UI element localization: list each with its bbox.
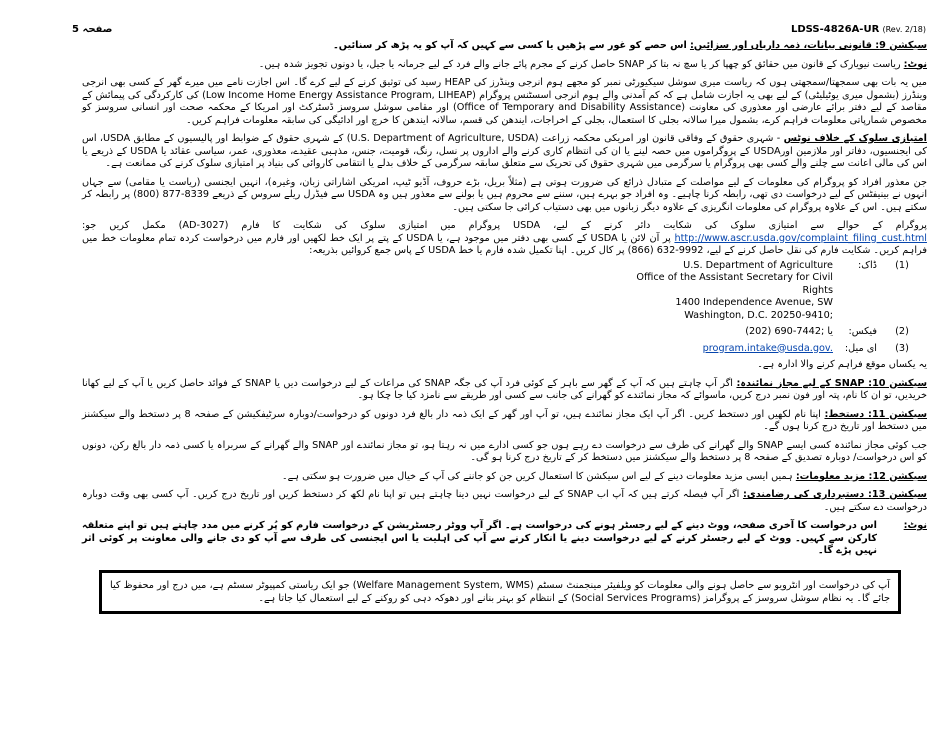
document-body [82,40,927,614]
final-note-label: نوٹ: [903,520,927,531]
wms-notice-box [99,570,901,614]
contact-label: فیکس: [848,326,877,337]
note-label: نوٹ: [903,58,927,70]
section12-title: سیکشن 12: مزید معلومات: [795,470,927,482]
contact-number: (3) [895,342,909,354]
heap-paragraph: میں یہ بات بھی سمجھتا/سمجھتی ہوں کہ ریاست میری سوشل سیکیورٹی نمبر کو مجھے ہوم انرجی وینڈرز کی HEAP رسید کی توثیق کرنے کے لیے کرے گا۔ اس اجازت نامے میں میرے گھر کے کسی بھی انرجی وینڈرز (بشمول میری یوٹیلیٹی) کے لیے بھی یہ اجازت شامل ہے کہ کم آمدنی والے ہوم انرجی اسسٹنس پروگرام (Low Income Home Energy Assistance Program, LIHEAP) کی کارکردگی کی پیمائش کے مقاصد کے لیے دفتر برائے عارضی اور معذوری کی معاونت (Office of Temporary and Disability Assistance) اور مقامی سوشل سروسز ڈسٹرکٹ اور امریکا کے محکمہ صحت اور انسانی سروسز کو مخصوص شمارپاتی معلومات فراہم کرے، بشمول میرا سالانہ بجلی کا استعمال، بجلی کے اخراجات، ایندھن کی قسم، سالانہ ایندھن کا خرچ اور ادائیگی کی سابقہ معلومات فراہم کریں۔ [82,77,927,126]
address-line: 1400 Independence Avenue, SW [675,297,833,308]
address-line: U.S. Department of Agriculture [683,259,833,271]
complaint-paragraph [82,220,927,258]
equal-opportunity: یہ یکساں موقع فراہم کرنے والا ادارہ ہے۔ [757,359,927,370]
disability-paragraph: جن معذور افراد کو پروگرام کی معلومات کے لیے مواصلت کے متبادل ذرائع کی ضرورت ہوتی ہے (مثلاً بریل، بڑے حروف، آڈیو ٹیپ، امریکی اشاراتی زبان، وغیرہ)، انہیں ایجنسی (ریاست یا مقامی) سے جہاں انہوں نے بینیفٹس کے لیے درخواست دی تھی، رابطہ کرنا چاہیے۔ وہ افراد جو بہرے ہیں، سننے سے محروم ہیں یا بولنے سے معذور ہیں وہ USDA سے فیڈرل ریلے سروس کے ذریعے 8339-877 (800) پر رابطہ کر سکتے ہیں۔ اس کے علاوہ پروگرام کی معلومات انگریزی کے علاوہ دیگر زبانوں میں بھی دستیاب کرائی جا سکتی ہیں۔ [82,176,928,213]
note-text: ریاست نیویارک کے قانون میں حقائق کو چھپا کر یا سچ نہ بتا کر SNAP حاصل کرنے کے مجرم پائے جانے والے فرد کے لیے جرمانہ یا جیل، یا دونوں تجویز شدہ ہیں۔ [258,58,901,70]
complaint-text-2: پر آن لائن یا USDA کے کسی بھی دفتر میں موجود ہے، یا USDA کے پتے پر ایک خط لکھیں اور فارم میں درخواست کردہ تمام معلومات خط میں فراہم کریں۔ شکایت فارم کی نقل حاصل کرنے کے لیے، 9992-632 (866) پر کال کریں۔ اپنا تکمیل شدہ فارم یا خط USDA کے پاس جمع کروائیں بذریعہ: [82,232,927,256]
address-line: Washington, D.C. 20250-9410; [684,309,833,321]
section10-text: اگر آپ چاہتے ہیں کہ آپ کے گھر سے باہر کے کوئی فرد آپ کی جگہ SNAP کی مراعات کے لیے درخواست دیں یا SNAP کے فوائد حاصل کریں یا آپ کے لیے کھانا خریدیں، تو ان کا نام، پتہ اور فون نمبر درج کریں، ماسوائے کہ مجاز نمائندے کو گھرانے کی جانب سے کسی اور طریقے سے نامزد کیا جا چکا ہو۔ [82,377,927,401]
contact-email [82,343,927,356]
contact-label: ڈاک: [858,259,877,271]
section9-note [82,59,927,72]
section13-text: اگر آپ فیصلہ کرتے ہیں کہ آپ اب SNAP کے لیے درخواست نہیں دینا چاہتے ہیں تو اپنا نام لکھ کر دستخط کریں اور تاریخ درج کریں۔ آپ کسی بھی وقت دوبارہ درخواست دے سکتے ہیں۔ [82,489,927,513]
nondiscrimination-paragraph [82,133,927,171]
form-revision: (Rev. 2/18) [882,25,926,34]
contact-number: (1) [895,259,909,271]
page-number: 5 [72,24,79,35]
section12 [82,471,927,484]
fax-line: (202) 690-7442; یا [745,326,833,337]
section11-paragraph-2: جب کوئی مجاز نمائندہ کسی ایسے SNAP والے گھرانے کی طرف سے درخواست دے رہے ہوں جو کسی ادارے میں نہ رہتا ہو، تو مجاز نمائندے اور SNAP والے گھرانے کے سربراہ یا کسی ذمہ دار بالغ رکن، دونوں کو اس درخواست/ دوبارہ تصدیق کے صفحہ 8 پر دستخط والے سیکشنز میں دستخط کر کے تاریخ درج کرنا ہو گی۔ [82,439,927,463]
final-note-text: اس درخواست کا آخری صفحہ، ووٹ دینے کے لیے رجسٹر ہونے کی درخواست ہے۔ اگر آپ ووٹر رجسٹریشن کے درخواست فارم کو پُر کرنے میں مدد چاہتے ہیں تو اپنے متعلقہ کارکن سے کہیں۔ ووٹ کے لیے رجسٹر کرنے کے لیے درخواست دینے یا انکار کرنے سے آپ کی اہلیت یا اس ایجنسی کی طرف سے آپ کو دی جانے والی معاونت پر کوئی اثر نہیں پڑے گا۔ [82,520,877,556]
wms-notice-text: آپ کی درخواست اور انٹرویو سے حاصل ہونے والی معلومات کو ویلفیئر مینجمنٹ سسٹم (Welfare Management System, WMS) جو ایک ریاستی کمپیوٹر سسٹم ہے، میں درج اور محفوظ کیا جائے گا۔ یہ نظام سوشل سروسز کے پروگرامز (Social Services Programs) کے انتظام کو بہتر بنانے اور دھوکہ دہی کو روکنے کے لیے استعمال کیا جاتا ہے۔ [110,579,890,604]
form-id: LDSS-4826A-UR [790,24,880,35]
complaint-text-1: پروگرام کے حوالے سے امتیازی سلوک کی شکایت دائر کرنے کے لیے، USDA پروگرام میں امتیازی سلوک کی شکایت کا فارم (AD-3027) مکمل کریں جو: [82,220,928,231]
address-line: Office of the Assistant Secretary for Civil Rights [636,272,833,296]
contact-fax [82,326,927,339]
page-number-header [72,24,112,35]
complaint-form-link[interactable]: http://www.ascr.usda.gov/complaint_filing_cust.html [674,232,927,244]
section10 [82,378,927,403]
form-id-header [766,24,926,35]
section9-title: سیکشن 9: قانونی بیانات، ذمہ داریاں اور سزائیں: [689,40,927,51]
section11 [82,409,927,434]
email-link[interactable]: program.intake@usda.gov. [702,342,833,354]
final-note [82,520,927,558]
section12-text: ہمیں ایسی مزید معلومات دینے کے لیے اس سیکشن کا استعمال کریں جن کو جاننے کی آپ کے خیال میں ضرورت ہو سکتی ہے۔ [281,470,793,482]
contact-methods [82,260,927,356]
email-address [603,343,833,356]
page-label: صفحہ [82,24,113,35]
section13-title: سیکشن 13: دستبرداری کی رضامندی: [742,489,927,500]
section11-title: سیکشن 11: دستخط: [824,408,927,420]
section11-text: اپنا نام لکھیں اور دستخط کریں۔ اگر آپ ایک مجاز نمائندے ہیں، تو آپ اور گھر کے ایک ذمہ دار بالغ فرد دونوں کو درخواست/دوبارہ سرٹیفکیشن کے صفحہ 8 پر دستخط والے سیکشنز میں دستخط اور تاریخ درج کرنا ہوں گے۔ [82,408,927,432]
section10-title: سیکشن 10: SNAP کے لیے مجاز نمائندہ: [736,377,927,389]
contact-number: (2) [895,326,909,337]
section9-title-rest: اس حصے کو غور سے پڑھیں یا کسی سے کہیں کہ آپ کو یہ پڑھ کر سنائیں۔ [333,40,687,51]
section9-heading [82,40,927,53]
nondiscrimination-text: - شہری حقوق کے وفاقی قانون اور امریکی محکمہ زراعت (U.S. Department of Agriculture, USDA) کے شہری حقوق کے ضوابط اور پالیسیوں کے مطابق USDA، اس کی ایجنسیوں، دفاتر اور ملازمین اورUSDA کے پروگراموں میں حصہ لینے یا ان کی انتظام کاری کرنے والے اداروں پر نسل، رنگ، قومیت، جنس، مذہبی عقیدے، معذوری، عمر، سیاسی عقائد یا USDA کے ذریعے یا اس کی مالی اعانت سے چلنے والے کسی بھی پروگرام یا سرگرمی میں شہری حقوق کی تحریک سے متعلق سابقہ سرگرمی کے خلاف بدلے یا انتقامی کاروائی کی بنیاد پر امتیازی سلوک کرنے کی ممانعت ہے۔ [82,133,927,169]
fax-number [603,326,833,339]
nondiscrimination-label: امتیازی سلوک کے خلاف نوٹس [783,133,927,144]
contact-mail [82,260,927,323]
mail-address [603,260,833,323]
contact-label: ای میل: [844,342,877,354]
section13 [82,489,927,514]
